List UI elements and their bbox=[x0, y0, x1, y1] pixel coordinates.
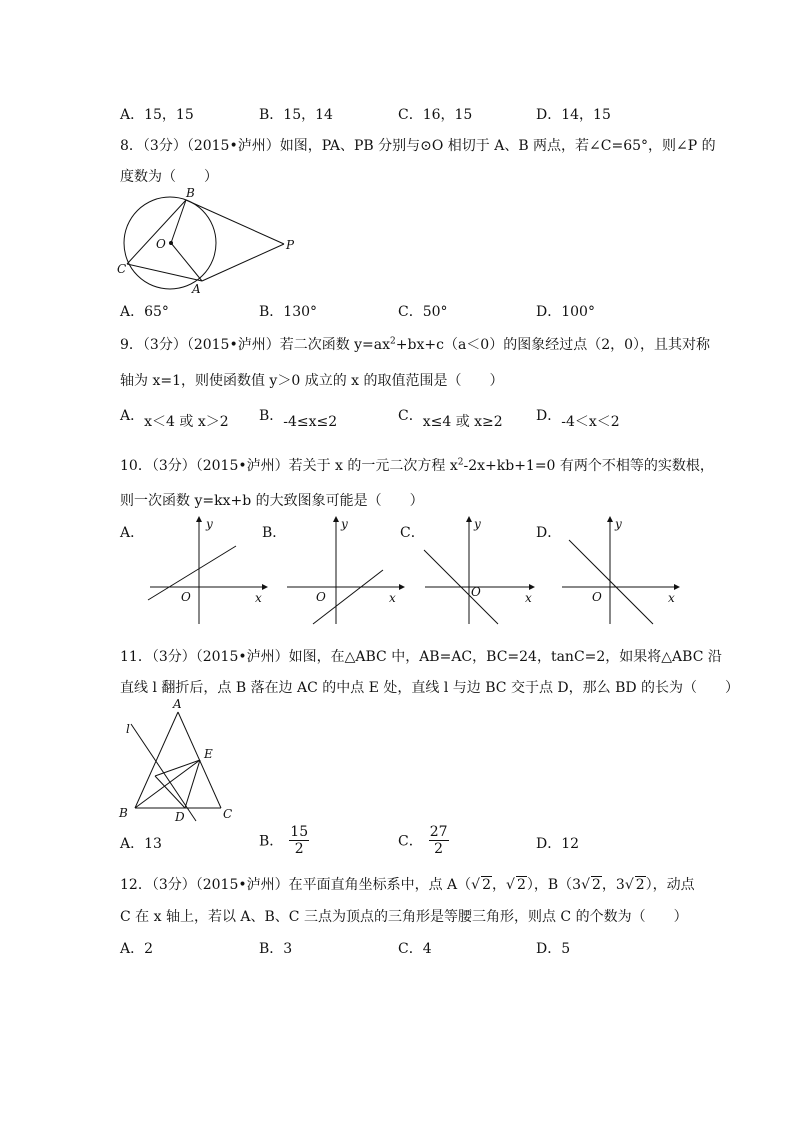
segment-de bbox=[185, 760, 200, 808]
q12-stem-line2: C 在 x 轴上，若以 A、B、C 三点为顶点的三角形是等腰三角形，则点 C 的个数为（ ） bbox=[120, 909, 688, 925]
svg-text:x: x bbox=[668, 591, 675, 605]
svg-text:D: D bbox=[175, 810, 185, 824]
q11-option-c: C． $\frac{27}{2}$ bbox=[398, 824, 448, 857]
label-c: C bbox=[117, 262, 127, 276]
q11-option-b: B． $\frac{15}{2}$ bbox=[259, 824, 309, 857]
svg-text:E: E bbox=[204, 747, 213, 761]
q11-option-d: D．12 bbox=[536, 836, 580, 852]
svg-text:l: l bbox=[126, 722, 130, 736]
q7-option-c: C．16，15 bbox=[398, 107, 473, 123]
q9-stem-line2: 轴为 x=1，则使函数值 y＞0 成立的 x 的取值范围是（ ） bbox=[120, 373, 504, 389]
q9-option-c: C．x≤4 或 x≥2 bbox=[398, 408, 503, 430]
graph-a-line bbox=[148, 546, 236, 600]
tangent-pa bbox=[202, 244, 284, 281]
label-a: A bbox=[192, 282, 201, 296]
q10-graph-c bbox=[421, 512, 547, 630]
radius-ob bbox=[171, 200, 186, 243]
q11-stem-line2: 直线 l 翻折后，点 B 落在边 AC 的中点 E 处，直线 l 与边 BC 交于点 D，那么 BD 的长为（ ） bbox=[120, 680, 740, 696]
q9-stem-line1: 9．（3分）（2015•泸州）若二次函数 $y=ax^2+bx+c(a<0)$的图象经过点（2，0），且其对称 bbox=[120, 336, 711, 353]
q10-option-c-label: C． bbox=[400, 525, 425, 541]
q12-stem-line1: 12．（3分）（2015•泸州）在平面直角坐标系中，点 A（√ 2，√ 2），B（3√ 2，3√ 2），动点 bbox=[120, 877, 695, 893]
q12-option-a: A．2 bbox=[120, 941, 154, 957]
q10-graph-d bbox=[558, 512, 688, 630]
q9-option-a: A．x＜4 或 x＞2 bbox=[120, 408, 229, 430]
svg-text:C: C bbox=[223, 807, 233, 821]
svg-text:x: x bbox=[525, 591, 532, 605]
q9-option-b: B．-4≤x≤2 bbox=[259, 408, 338, 430]
label-o: O bbox=[156, 237, 166, 251]
svg-text:y: y bbox=[474, 517, 481, 531]
svg-text:O: O bbox=[471, 585, 481, 599]
svg-text:O: O bbox=[316, 590, 326, 604]
q8-option-b: B．130° bbox=[259, 304, 318, 320]
q11-triangle-figure bbox=[115, 696, 245, 824]
q8-stem-line1: 8．（3分）（2015•泸州）如图，PA、PB 分别与⊙O 相切于 A、B 两点，若∠C=65°，则∠P 的 bbox=[120, 138, 716, 154]
chord-cb bbox=[127, 200, 186, 264]
q10-option-a-label: A． bbox=[120, 525, 145, 541]
q8-option-d: D．100° bbox=[536, 304, 595, 320]
q7-option-a: A．15，15 bbox=[120, 107, 194, 123]
q10-option-b-label: B． bbox=[262, 525, 287, 541]
svg-text:x: x bbox=[255, 591, 262, 605]
segment-be bbox=[135, 760, 200, 808]
label-b: B bbox=[186, 186, 195, 200]
svg-text:y: y bbox=[341, 517, 348, 531]
svg-text:x: x bbox=[389, 591, 396, 605]
svg-text:O: O bbox=[181, 590, 191, 604]
q10-option-d-label: D． bbox=[536, 525, 562, 541]
q12-option-c: C．4 bbox=[398, 941, 432, 957]
svg-text:A: A bbox=[173, 697, 182, 711]
tangent-pb bbox=[186, 200, 284, 244]
q8-option-a: A．65° bbox=[120, 304, 169, 320]
q8-stem-line2: 度数为（ ） bbox=[120, 169, 218, 185]
q10-graph-a bbox=[144, 512, 270, 630]
svg-text:B: B bbox=[119, 806, 128, 820]
svg-text:O: O bbox=[592, 590, 602, 604]
q8-option-c: C．50° bbox=[398, 304, 448, 320]
center-dot bbox=[169, 241, 173, 245]
q11-option-a: A．13 bbox=[120, 836, 162, 852]
q7-option-b: B．15，14 bbox=[259, 107, 333, 123]
graph-d-line bbox=[569, 540, 653, 624]
svg-text:y: y bbox=[615, 517, 622, 531]
q7-option-d: D．14，15 bbox=[536, 107, 611, 123]
q8-circle-tangent-figure bbox=[116, 186, 302, 298]
svg-text:y: y bbox=[206, 517, 213, 531]
label-p: P bbox=[286, 238, 295, 252]
q10-graph-b bbox=[283, 512, 409, 630]
q9-option-d: D．-4＜x＜2 bbox=[536, 408, 620, 430]
q10-stem-line2: 则一次函数 y=kx+b 的大致图象可能是（ ） bbox=[120, 493, 424, 509]
q11-stem-line1: 11．（3分）（2015•泸州）如图，在△ABC 中，AB=AC，BC=24，tanC=2，如果将△ABC 沿 bbox=[120, 649, 722, 665]
q12-option-b: B．3 bbox=[259, 941, 293, 957]
q12-option-d: D．5 bbox=[536, 941, 571, 957]
q10-stem-line1: 10．（3分）（2015•泸州）若关于 x 的一元二次方程 $x^2-2x+kb+1=0$ 有两个不相等的实数根， bbox=[120, 457, 714, 474]
